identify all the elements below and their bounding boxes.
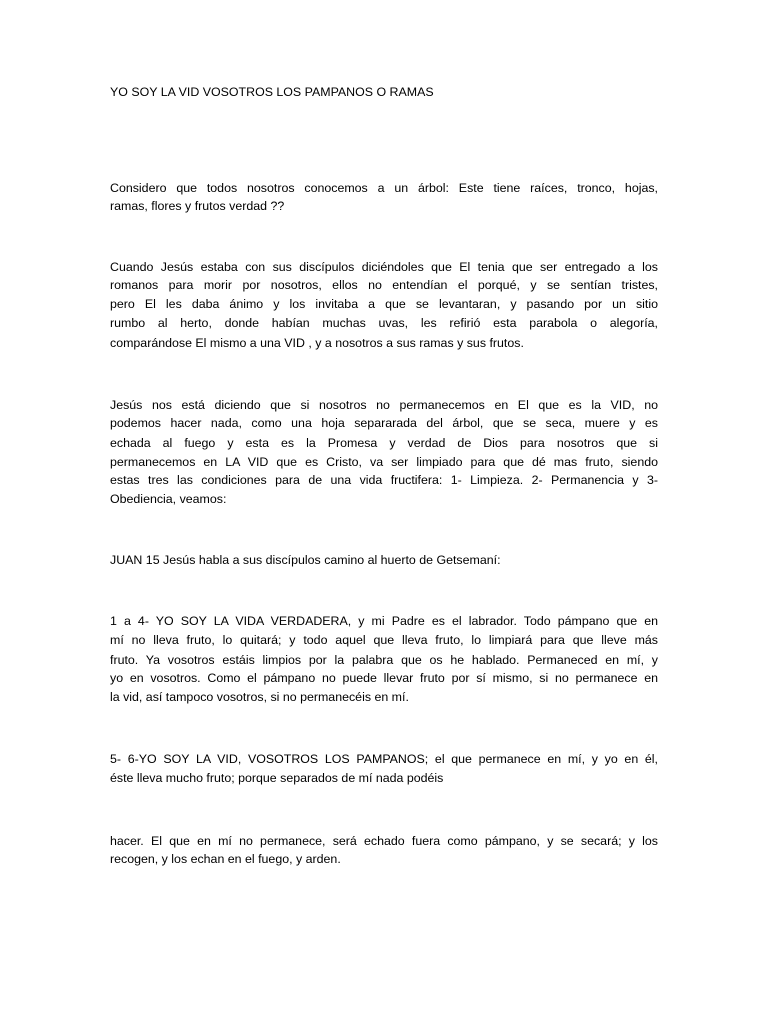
paragraph-line: Cuando Jesús estaba con sus discípulos diciéndoles que El tenia que ser entregado a los: [110, 260, 658, 274]
paragraph-line: comparándose El mismo a una VID , y a nosotros a sus ramas y sus frutos.: [110, 336, 524, 350]
paragraph-line: éste lleva mucho fruto; porque separados de mí nada podéis: [110, 771, 444, 785]
paragraph-line: 1 a 4- YO SOY LA VIDA VERDADERA, y mi Padre es el labrador. Todo pámpano que en: [110, 614, 658, 628]
paragraph-line: pero El les daba ánimo y los invitaba a que se levantaran, y pasando por un sitio: [110, 297, 658, 311]
paragraph-line: Considero que todos nosotros conocemos a un árbol: Este tiene raíces, tronco, hojas,: [110, 181, 658, 195]
paragraph-line: 5- 6-YO SOY LA VID, VOSOTROS LOS PAMPANOS; el que permanece en mí, y yo en él,: [110, 752, 658, 766]
paragraph-line: rumbo al herto, donde habían muchas uvas, les refirió esta parabola o alegoría,: [110, 316, 658, 330]
paragraph-line: estas tres las condiciones para de una vida fructifera: 1- Limpieza. 2- Permanencia y 3-: [110, 473, 658, 487]
paragraph-line: podemos hacer nada, como una hoja separarada del árbol, que se seca, muere y es: [110, 416, 658, 430]
paragraph-line: romanos para morir por nosotros, ellos no entendían el porqué, y se sentían tristes,: [110, 278, 658, 292]
paragraph-line: ramas, flores y frutos verdad ??: [110, 199, 285, 213]
paragraph-line: recogen, y los echan en el fuego, y arden.: [110, 852, 341, 866]
document-title: YO SOY LA VID VOSOTROS LOS PAMPANOS O RAMAS: [110, 85, 434, 99]
paragraph-line: echada al fuego y esta es la Promesa y verdad de Dios para nosotros que si: [110, 436, 658, 450]
paragraph-line: yo en vosotros. Como el pámpano no puede llevar fruto por sí mismo, si no permanece en: [110, 671, 658, 685]
paragraph-line: mí no lleva fruto, lo quitará; y todo aquel que lleva fruto, lo limpiará para que lleve más: [110, 633, 658, 647]
paragraph-line: permanecemos en LA VID que es Cristo, va ser limpiado para que dé mas fruto, siendo: [110, 455, 658, 469]
paragraph-line: fruto. Ya vosotros estáis limpios por la palabra que os he hablado. Permaneced en mí, y: [110, 653, 658, 667]
paragraph-line: Jesús nos está diciendo que si nosotros no permanecemos en El que es la VID, no: [110, 398, 658, 412]
paragraph-line: hacer. El que en mí no permanece, será echado fuera como pámpano, y se secará; y los: [110, 834, 658, 848]
paragraph-line: JUAN 15 Jesús habla a sus discípulos camino al huerto de Getsemaní:: [110, 553, 501, 567]
paragraph-line: la vid, así tampoco vosotros, si no permanecéis en mí.: [110, 690, 409, 704]
paragraph-line: Obediencia, veamos:: [110, 492, 227, 506]
